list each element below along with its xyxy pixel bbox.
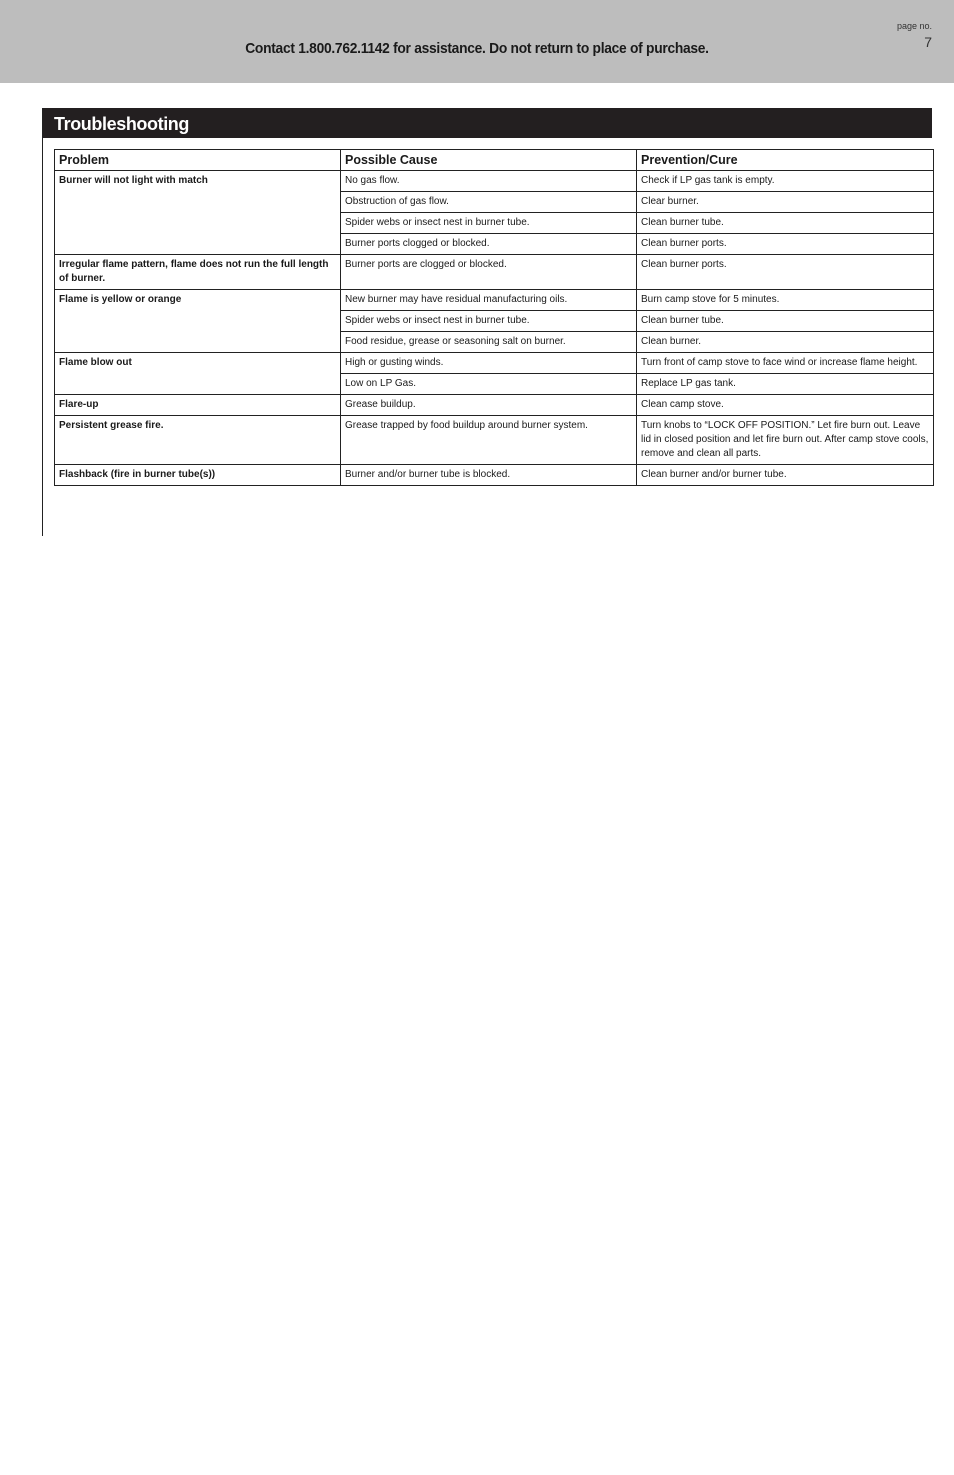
top-banner [0, 0, 954, 83]
problem-cell: Flashback (fire in burner tube(s)) [55, 465, 341, 486]
cure-cell: Clean burner. [637, 332, 934, 353]
cure-cell: Check if LP gas tank is empty. [637, 171, 934, 192]
cure-cell: Clean burner and/or burner tube. [637, 465, 934, 486]
page-number-label: page no. [896, 21, 932, 31]
cure-cell: Turn knobs to “LOCK OFF POSITION.” Let fire burn out. Leave lid in closed position and let fire burn out. After camp stove cools, remove and clean all parts. [637, 416, 934, 465]
cure-cell: Clean burner ports. [637, 255, 934, 290]
problem-cell: Irregular flame pattern, flame does not run the full length of burner. [55, 255, 341, 290]
cure-cell: Clean burner ports. [637, 234, 934, 255]
cause-cell: New burner may have residual manufacturing oils. [341, 290, 637, 311]
cause-cell: Burner ports clogged or blocked. [341, 234, 637, 255]
cause-cell: Spider webs or insect nest in burner tube. [341, 213, 637, 234]
section-title: Troubleshooting [54, 114, 189, 134]
problem-cell: Burner will not light with match [55, 171, 341, 255]
table-row [55, 465, 934, 486]
cure-cell: Turn front of camp stove to face wind or increase flame height. [637, 353, 934, 374]
troubleshooting-table [54, 149, 934, 486]
cause-cell: Low on LP Gas. [341, 374, 637, 395]
cure-cell: Clean burner tube. [637, 311, 934, 332]
table-row [55, 255, 934, 290]
cause-cell: Food residue, grease or seasoning salt on burner. [341, 332, 637, 353]
cause-cell: Spider webs or insect nest in burner tube. [341, 311, 637, 332]
cause-cell: Obstruction of gas flow. [341, 192, 637, 213]
table-row [55, 416, 934, 465]
table-header-row [55, 150, 934, 171]
cause-cell: Grease buildup. [341, 395, 637, 416]
cause-cell: Burner ports are clogged or blocked. [341, 255, 637, 290]
page-number: 7 [924, 34, 932, 50]
section-header-bar [43, 108, 932, 138]
cure-cell: Burn camp stove for 5 minutes. [637, 290, 934, 311]
cure-cell: Clean burner tube. [637, 213, 934, 234]
cause-cell: High or gusting winds. [341, 353, 637, 374]
cause-cell: No gas flow. [341, 171, 637, 192]
table-row [55, 171, 934, 192]
left-margin-rule [42, 108, 43, 536]
problem-cell: Flame blow out [55, 353, 341, 395]
column-header-prevention-cure: Prevention/Cure [637, 150, 934, 171]
table-row [55, 353, 934, 374]
problem-cell: Flare-up [55, 395, 341, 416]
contact-notice: Contact 1.800.762.1142 for assistance. Do not return to place of purchase. [245, 40, 709, 57]
cause-cell: Burner and/or burner tube is blocked. [341, 465, 637, 486]
cause-cell: Grease trapped by food buildup around burner system. [341, 416, 637, 465]
table-row [55, 395, 934, 416]
column-header-problem: Problem [55, 150, 341, 171]
problem-cell: Persistent grease fire. [55, 416, 341, 465]
column-header-possible-cause: Possible Cause [341, 150, 637, 171]
table-row [55, 290, 934, 311]
cure-cell: Clear burner. [637, 192, 934, 213]
cure-cell: Replace LP gas tank. [637, 374, 934, 395]
problem-cell: Flame is yellow or orange [55, 290, 341, 353]
cure-cell: Clean camp stove. [637, 395, 934, 416]
